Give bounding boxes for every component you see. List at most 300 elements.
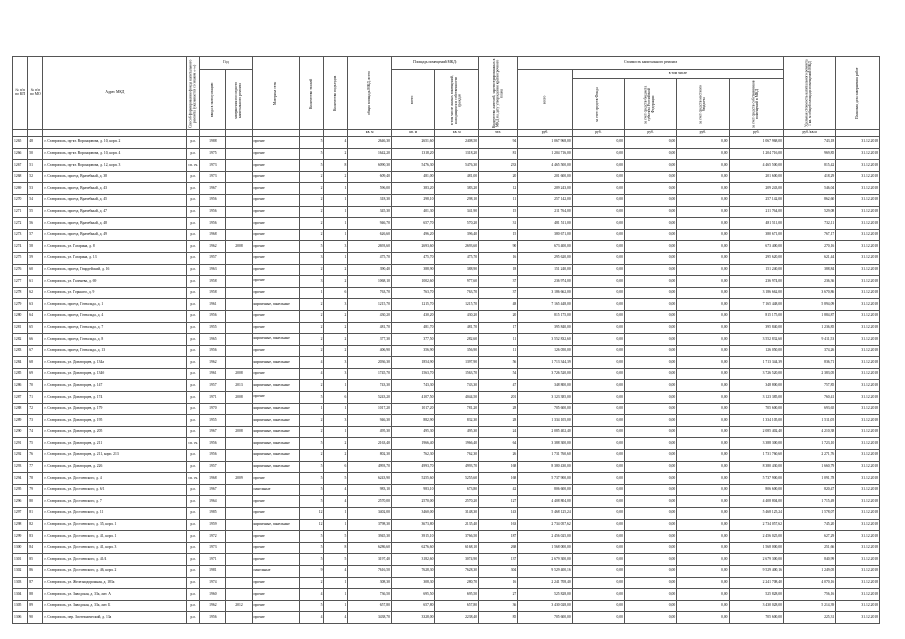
cell-entrances: 1 (324, 252, 348, 264)
cell-entrances: 1 (324, 589, 348, 601)
cell-cost-owners: 3 123 385,00 (729, 392, 783, 404)
cell-fund-method: р.о. (187, 450, 200, 462)
cell-total-area: 345,30 (348, 206, 392, 218)
cell-num-kr: 1301 (13, 554, 28, 566)
cell-year-built: 1960 (200, 589, 226, 601)
cell-entrances: 2 (324, 148, 348, 160)
col-header-area-group: Площадь помещений МКД: (391, 57, 478, 70)
cell-area-total: 3182,60 (391, 554, 435, 566)
cell-entrances: 3 (324, 299, 348, 311)
cell-cost-owners: 5 737 900,00 (729, 473, 783, 485)
cell-year-built: 1962 (200, 357, 226, 369)
cell-num-mo: 89 (28, 600, 43, 612)
cell-num-mo: 69 (28, 368, 43, 380)
cell-cost-local: 0,00 (677, 450, 729, 462)
cell-residents: 28 (479, 403, 518, 415)
cell-cost-local: 0,00 (677, 194, 729, 206)
cell-cost-local: 0,00 (677, 565, 729, 577)
cell-fund-method: р.о. (187, 183, 200, 195)
cell-cost-owners: 806 600,00 (729, 484, 783, 496)
cell-deadline: 31.12.2018 (836, 473, 880, 485)
cell-deadline: 31.12.2018 (836, 276, 880, 288)
cell-cost-total: 481 511,00 (518, 218, 572, 230)
cell-area-total: 495,30 (391, 426, 435, 438)
cell-unit-cost: 627,29 (783, 531, 835, 543)
cell-area-private: 3766,50 (435, 531, 479, 543)
cell-cost-total: 1 334 105,00 (518, 415, 572, 427)
col-header-num-kr: № п/п по КП (13, 57, 28, 130)
cell-area-private: 3148,30 (435, 508, 479, 520)
cell-cost-owners: 3 552 832,60 (729, 334, 783, 346)
cell-year-built: 1955 (200, 322, 226, 334)
cell-total-area: 481,70 (348, 322, 392, 334)
cell-wall-material: прочие (252, 252, 300, 264)
cell-num-kr: 1292 (13, 450, 28, 462)
cell-fund-method: р.о. (187, 600, 200, 612)
cell-unit-cost: 820,47 (783, 484, 835, 496)
cell-year-built: 1971 (200, 392, 226, 404)
cell-cost-local: 0,00 (677, 531, 729, 543)
cell-total-area: 802,30 (348, 450, 392, 462)
cell-num-mo: 86 (28, 565, 43, 577)
cell-num-mo: 84 (28, 542, 43, 554)
cell-unit-cost: 1 884,87 (783, 310, 835, 322)
cell-cost-local: 0,00 (677, 241, 729, 253)
cell-area-private: 383,20 (435, 183, 479, 195)
cell-residents: 28 (479, 415, 518, 427)
cell-year-repair (226, 403, 252, 415)
cell-year-repair: 2013 (226, 380, 252, 392)
cell-cost-federal: 0,00 (624, 229, 676, 241)
cell-cost-federal: 0,00 (624, 508, 676, 520)
cell-unit-cost: 760,41 (783, 392, 835, 404)
cell-unit-cost: 546,04 (783, 183, 835, 195)
cell-cost-federal: 0,00 (624, 276, 676, 288)
cell-num-kr: 1277 (13, 276, 28, 288)
cell-deadline: 31.12.2018 (836, 345, 880, 357)
cell-cost-local: 0,00 (677, 403, 729, 415)
cell-num-kr: 1288 (13, 403, 28, 415)
cell-year-built: 1957 (200, 461, 226, 473)
cell-cost-local: 0,00 (677, 577, 729, 589)
cell-cost-total: 1 731 760,60 (518, 450, 572, 462)
unit-label: кв. м (391, 130, 435, 137)
cell-residents: 15 (479, 206, 518, 218)
cell-area-total: 5255,60 (391, 473, 435, 485)
col-header-including: в том числе (572, 70, 783, 79)
cell-residents: 64 (479, 438, 518, 450)
cell-year-built: 1958 (200, 276, 226, 288)
col-header-cost-owners: за счет средств собственников помещений в МКД (729, 79, 783, 130)
cell-unit-cost: 225,31 (783, 612, 835, 624)
cell-cost-total: 3 552 832,60 (518, 334, 572, 346)
cell-total-area: 5243,20 (348, 392, 392, 404)
cell-cost-owners: 2 679 300,00 (729, 554, 783, 566)
cell-fund-method: р.о. (187, 206, 200, 218)
cell-cost-total: 3 430 028,00 (518, 600, 572, 612)
cell-wall-material: прочие (252, 496, 300, 508)
unit-label: руб. (572, 130, 624, 137)
cell-deadline: 31.12.2018 (836, 357, 880, 369)
cell-wall-material: кирпичные, панельные (252, 461, 300, 473)
cell-cost-total: 201 600,00 (518, 171, 572, 183)
cell-wall-material: панельные (252, 484, 300, 496)
cell-cost-local: 0,00 (677, 415, 729, 427)
cell-cost-federal: 0,00 (624, 252, 676, 264)
cell-cost-owners: 3 388 300,00 (729, 438, 783, 450)
cell-cost-fund: 0,00 (572, 194, 624, 206)
cell-num-kr: 1305 (13, 600, 28, 612)
cell-area-private: 1966,40 (435, 438, 479, 450)
cell-num-mo: 64 (28, 310, 43, 322)
cell-deadline: 31.12.2018 (836, 589, 880, 601)
cell-unit-cost: 4 210,38 (783, 426, 835, 438)
table-row (13, 438, 880, 450)
cell-cost-federal: 0,00 (624, 531, 676, 543)
cell-entrances: 6 (324, 392, 348, 404)
cell-entrances: 4 (324, 137, 348, 149)
cell-cost-total: 4 408 804,00 (518, 496, 572, 508)
cell-cost-owners: 211 764,00 (729, 206, 783, 218)
table-row (13, 229, 880, 241)
cell-cost-federal: 0,00 (624, 519, 676, 531)
cell-cost-total: 209 243,00 (518, 183, 572, 195)
cell-num-kr: 1289 (13, 415, 28, 427)
cell-wall-material: прочие (252, 194, 300, 206)
cell-residents: 127 (479, 496, 518, 508)
cell-cost-owners: 1 731 760,60 (729, 450, 783, 462)
cell-area-private: 673,80 (435, 484, 479, 496)
col-header-cost-local: за счет средств местного бюджета (677, 79, 729, 130)
cell-year-repair: 2008 (226, 426, 252, 438)
cell-cost-fund: 0,00 (572, 519, 624, 531)
cell-year-built: 1975 (200, 148, 226, 160)
cell-cost-owners: 4 465 500,00 (729, 160, 783, 172)
cell-total-area: 626,60 (348, 229, 392, 241)
cell-area-private: 5255,60 (435, 473, 479, 485)
cell-num-mo: 68 (28, 357, 43, 369)
cell-cost-federal: 0,00 (624, 194, 676, 206)
cell-address: г. Ставрополь, проезд. Готвальда, д. 13 (43, 345, 187, 357)
cell-cost-local: 0,00 (677, 252, 729, 264)
cell-cost-federal: 0,00 (624, 357, 676, 369)
cell-floors: 5 (300, 600, 324, 612)
cell-unit-cost: 5 894,09 (783, 299, 835, 311)
cell-entrances: 4 (324, 484, 348, 496)
cell-cost-total: 8 380 430,00 (518, 461, 572, 473)
cell-cost-fund: 0,00 (572, 473, 624, 485)
cell-area-total: 5476,30 (391, 160, 435, 172)
cell-residents: 47 (479, 380, 518, 392)
cell-area-total: 298,10 (391, 194, 435, 206)
cell-cost-local: 0,00 (677, 519, 729, 531)
cell-cost-total: 1 713 344,39 (518, 357, 572, 369)
cell-unit-cost: 621,44 (783, 252, 835, 264)
cell-cost-total: 151 240,00 (518, 264, 572, 276)
table-row (13, 160, 880, 172)
cell-deadline: 31.12.2018 (836, 322, 880, 334)
table-row (13, 426, 880, 438)
cell-address: г. Ставрополь, проезд. Врачебный, д. 38 (43, 171, 187, 183)
cell-area-total: 3460,00 (391, 508, 435, 520)
cell-cost-fund: 0,00 (572, 565, 624, 577)
cell-year-repair (226, 357, 252, 369)
cell-year-built: 1971 (200, 554, 226, 566)
cell-fund-method: р.о. (187, 415, 200, 427)
cell-deadline: 31.12.2018 (836, 171, 880, 183)
cell-fund-method: р.о. (187, 276, 200, 288)
col-header-deadline: Плановая дата завершения работ (836, 57, 880, 130)
cell-year-repair (226, 345, 252, 357)
cell-total-area: 2646,30 (348, 137, 392, 149)
cell-cost-owners: 1 568 000,00 (729, 542, 783, 554)
cell-cost-owners: 3 726 520,00 (729, 368, 783, 380)
cell-residents: 137 (479, 554, 518, 566)
cell-num-kr: 1302 (13, 565, 28, 577)
cell-cost-federal: 0,00 (624, 426, 676, 438)
col-header-year-built: ввода в эксплуатацию (200, 70, 226, 130)
cell-year-built: 1967 (200, 183, 226, 195)
cell-deadline: 31.12.2018 (836, 403, 880, 415)
cell-cost-total: 4 465 500,00 (518, 160, 572, 172)
cell-cost-total: 211 764,00 (518, 206, 572, 218)
cell-cost-local: 0,00 (677, 554, 729, 566)
cell-year-built: 1973 (200, 542, 226, 554)
unit-label: руб. (624, 130, 676, 137)
cell-floors: 4 (300, 612, 324, 624)
unit-label: руб./кв.м (783, 130, 835, 137)
cell-year-repair: 2008 (226, 392, 252, 404)
cell-floors: 4 (300, 357, 324, 369)
cell-address: г. Ставрополь, ул. Доваторцев, д. 179 (43, 403, 187, 415)
cell-entrances: 5 (324, 473, 348, 485)
cell-unit-cost: 693,65 (783, 403, 835, 415)
cell-address: г. Ставрополь, пер. Зоотехнический, д. 13а (43, 612, 187, 624)
cell-year-built: 1964 (200, 496, 226, 508)
cell-wall-material: прочие (252, 589, 300, 601)
cell-total-area: 3798,30 (348, 519, 392, 531)
cell-wall-material: прочие (252, 137, 300, 149)
cell-year-built: 1962 (200, 241, 226, 253)
table-row (13, 484, 880, 496)
cell-total-area: 3945,30 (348, 531, 392, 543)
table-row (13, 148, 880, 160)
cell-cost-owners: 126 050,00 (729, 345, 783, 357)
cell-cost-fund: 0,00 (572, 554, 624, 566)
cell-fund-method: р.о. (187, 461, 200, 473)
cell-num-mo: 61 (28, 276, 43, 288)
cell-entrances: 6 (324, 287, 348, 299)
cell-cost-federal: 0,00 (624, 473, 676, 485)
cell-unit-cost: 2 383,05 (783, 368, 835, 380)
cell-entrances: 2 (324, 345, 348, 357)
cell-cost-total: 2 241 708,40 (518, 577, 572, 589)
cell-cost-owners: 5 468 125,24 (729, 508, 783, 520)
cell-cost-federal: 0,00 (624, 171, 676, 183)
cell-floors: 5 (300, 554, 324, 566)
cell-year-built: 1959 (200, 519, 226, 531)
cell-entrances: 5 (324, 531, 348, 543)
cell-address: г. Ставрополь, ул. Гагарина, д. 13 (43, 252, 187, 264)
cell-address: г. Ставрополь, ул. Достоевского, д. 41/4 (43, 554, 187, 566)
cell-cost-federal: 0,00 (624, 345, 676, 357)
cell-cost-federal: 0,00 (624, 415, 676, 427)
cell-total-area: 1642,20 (348, 148, 392, 160)
cell-fund-method: р.о. (187, 380, 200, 392)
cell-address: г. Ставрополь, ул. Гагарина, д. 8 (43, 241, 187, 253)
cell-cost-fund: 0,00 (572, 426, 624, 438)
table-row (13, 137, 880, 149)
cell-num-mo: 78 (28, 473, 43, 485)
cell-year-repair (226, 137, 252, 149)
cell-residents: 12 (479, 183, 518, 195)
cell-fund-method: р.о. (187, 299, 200, 311)
cell-residents: 85 (479, 612, 518, 624)
cell-num-mo: 70 (28, 380, 43, 392)
cell-floors: 4 (300, 368, 324, 380)
cell-area-total: 743,30 (391, 380, 435, 392)
cell-num-kr: 1276 (13, 264, 28, 276)
cell-fund-method: сп. сч. (187, 438, 200, 450)
table-row (13, 380, 880, 392)
cell-residents: 54 (479, 368, 518, 380)
cell-unit-cost: 756,16 (783, 589, 835, 601)
cell-cost-total: 3 726 520,00 (518, 368, 572, 380)
cell-wall-material: кирпичные, панельные (252, 438, 300, 450)
col-header-unit-cost: Удельная стоимость капитального ремонта 1 кв. м общей площади помещений МКД (783, 57, 835, 130)
cell-year-built: 1988 (200, 137, 226, 149)
cell-floors: 2 (300, 577, 324, 589)
cell-fund-method: р.о. (187, 357, 200, 369)
cell-floors: 2 (300, 415, 324, 427)
cell-cost-total: 1 568 000,00 (518, 542, 572, 554)
cell-entrances: 5 (324, 554, 348, 566)
cell-wall-material: прочие (252, 171, 300, 183)
cell-area-total: 3328,00 (391, 612, 435, 624)
cell-cost-local: 0,00 (677, 334, 729, 346)
cell-area-total: 3673,80 (391, 519, 435, 531)
cell-floors: 12 (300, 519, 324, 531)
cell-year-built: 1965 (200, 334, 226, 346)
cell-cost-fund: 0,00 (572, 160, 624, 172)
cell-wall-material: прочие (252, 218, 300, 230)
cell-area-total: 657,70 (391, 218, 435, 230)
cell-entrances: 2 (324, 334, 348, 346)
cell-address: г. Ставрополь, ул. Достоевского, д. 4 (43, 473, 187, 485)
cell-wall-material: прочие (252, 345, 300, 357)
cell-floors: 9 (300, 565, 324, 577)
col-header-wall-material: Материал стен (252, 57, 300, 130)
cell-area-private: 1397,90 (435, 357, 479, 369)
cell-year-repair (226, 519, 252, 531)
cell-residents: 268 (479, 542, 518, 554)
cell-year-repair (226, 589, 252, 601)
cell-cost-local: 0,00 (677, 171, 729, 183)
cell-total-area: 6286,60 (348, 542, 392, 554)
cell-floors: 2 (300, 380, 324, 392)
cell-year-built: 1968 (200, 229, 226, 241)
cell-num-mo: 82 (28, 519, 43, 531)
cell-residents: 42 (479, 484, 518, 496)
cell-unit-cost: 1 660,79 (783, 461, 835, 473)
cell-total-area: 657,80 (348, 600, 392, 612)
cell-area-total: 1017,20 (391, 403, 435, 415)
cell-deadline: 31.12.2018 (836, 542, 880, 554)
cell-entrances: 1 (324, 600, 348, 612)
table-row (13, 508, 880, 520)
cell-fund-method: р.о. (187, 426, 200, 438)
cell-floors: 5 (300, 160, 324, 172)
cell-cost-federal: 0,00 (624, 310, 676, 322)
cell-num-kr: 1304 (13, 589, 28, 601)
cell-cost-local: 0,00 (677, 461, 729, 473)
cell-num-kr: 1271 (13, 206, 28, 218)
cell-total-area: 3197,40 (348, 554, 392, 566)
cell-cost-owners: 257 142,00 (729, 194, 783, 206)
cell-address: г. Ставрополь, ул. Доваторцев, д. 174 (43, 392, 187, 404)
cell-deadline: 31.12.2018 (836, 415, 880, 427)
cell-deadline: 31.12.2018 (836, 206, 880, 218)
cell-area-private: 2570,20 (435, 496, 479, 508)
cell-year-built: 1974 (200, 577, 226, 589)
cell-area-total: 481,70 (391, 322, 435, 334)
cell-total-area: 2693,60 (348, 241, 392, 253)
cell-total-area: 495,30 (348, 426, 392, 438)
cell-year-built: 1956 (200, 438, 226, 450)
cell-residents: 48 (479, 299, 518, 311)
table-row (13, 171, 880, 183)
unit-label: кв. м (435, 130, 479, 137)
cell-num-kr: 1296 (13, 496, 28, 508)
cell-wall-material: кирпичные, панельные (252, 299, 300, 311)
cell-year-repair (226, 577, 252, 589)
cell-floors: 12 (300, 508, 324, 520)
cell-cost-fund: 0,00 (572, 542, 624, 554)
col-header-cost-fund: за счет средств Фонда (572, 79, 624, 130)
cell-residents: 143 (479, 508, 518, 520)
cell-year-repair: 2012 (226, 600, 252, 612)
cell-cost-fund: 0,00 (572, 600, 624, 612)
cell-area-total: 4107,50 (391, 392, 435, 404)
cell-cost-total: 2 734 057,62 (518, 519, 572, 531)
cell-num-mo: 74 (28, 426, 43, 438)
cell-floors: 3 (300, 276, 324, 288)
col-header-cost-group: Стоимость капитального ремонта (518, 57, 784, 70)
cell-num-mo: 53 (28, 183, 43, 195)
cell-cost-owners: 2 085 402,40 (729, 426, 783, 438)
cell-total-area: 1745,70 (348, 368, 392, 380)
cell-cost-fund: 0,00 (572, 264, 624, 276)
cell-cost-total: 806 600,00 (518, 484, 572, 496)
cell-area-total: 1563,70 (391, 368, 435, 380)
cell-area-private: 2693,60 (435, 241, 479, 253)
cell-total-area: 377,30 (348, 334, 392, 346)
table-row (13, 194, 880, 206)
cell-address: г. Ставрополь, проезд. Готвальда, д. 1 (43, 299, 187, 311)
cell-floors: 2 (300, 206, 324, 218)
cell-cost-total: 295 620,00 (518, 252, 572, 264)
cell-area-private: 743,30 (435, 380, 479, 392)
cell-year-repair (226, 194, 252, 206)
cell-area-private: 6168,10 (435, 542, 479, 554)
cell-cost-total: 673 400,00 (518, 241, 572, 253)
cell-unit-cost: 529,08 (783, 206, 835, 218)
cell-wall-material: прочие (252, 148, 300, 160)
cell-cost-local: 0,00 (677, 287, 729, 299)
cell-year-repair (226, 183, 252, 195)
cell-floors: 2 (300, 334, 324, 346)
cell-area-private: 695,50 (435, 589, 479, 601)
